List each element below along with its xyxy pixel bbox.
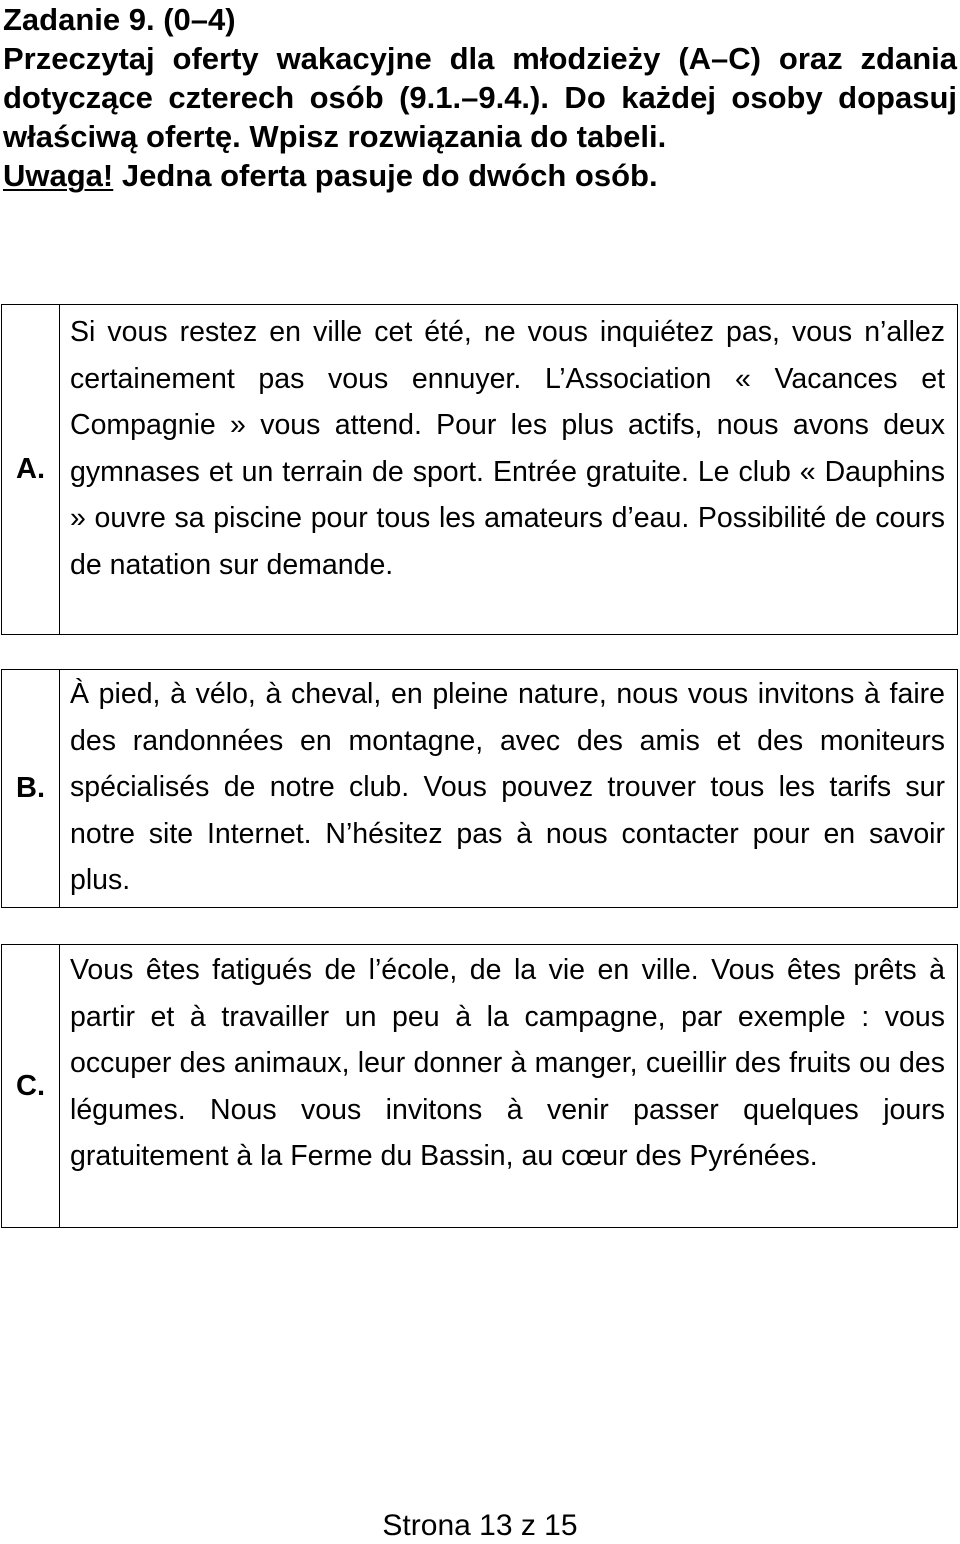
offer-box-b xyxy=(1,669,958,908)
offer-box-a xyxy=(1,304,958,635)
task-header xyxy=(3,0,957,195)
offer-text-c: Vous êtes fatigués de l’école, de la vie en ville. Vous êtes prêts à partir et à travailler un peu à la campagne, par exemple : vous occuper des animaux, leur donner à manger, cueillir des fruits ou des légumes. Nous vous invitons à venir passer quelques jours gratuitement à la Ferme du Bassin, au cœur des Pyrénées. xyxy=(70,954,945,1172)
offer-text-a: Si vous restez en ville cet été, ne vous inquiétez pas, vous n’allez certainement pas vous ennuyer. L’Association « Vacances et Compagnie » vous attend. Pour les plus actifs, nous avons deux gymnases et un terrain de sport. Entrée gratuite. Le club « Dauphins » ouvre sa piscine pour tous les amateurs d’eau. Possibilité de cours de natation sur demande. xyxy=(70,316,945,581)
offer-box-c xyxy=(1,944,958,1228)
offer-text-b: À pied, à vélo, à cheval, en pleine nature, nous vous invitons à faire des randonnées en montagne, avec des amis et des moniteurs spécialisés de notre club. Vous pouvez trouver tous les tarifs sur notre site Internet. N’hésitez pas à nous contacter pour en savoir plus. xyxy=(70,678,945,896)
task-title: Zadanie 9. (0–4) xyxy=(3,2,236,37)
task-instructions: Przeczytaj oferty wakacyjne dla młodzieży (A–C) oraz zdania dotyczące czterech osób (9.1.–9.4.). Do każdej osoby dopasuj właściwą ofertę. Wpisz rozwiązania do tabeli. xyxy=(3,41,957,154)
page-number: Strona 13 z 15 xyxy=(382,1509,578,1542)
offer-label-b: B. xyxy=(2,670,60,907)
offer-label-a: A. xyxy=(2,305,60,634)
note-text: Jedna oferta pasuje do dwóch osób. xyxy=(113,158,658,193)
task-note xyxy=(3,156,957,195)
note-warning-label: Uwaga! xyxy=(3,158,114,193)
offer-label-c: C. xyxy=(2,945,60,1227)
